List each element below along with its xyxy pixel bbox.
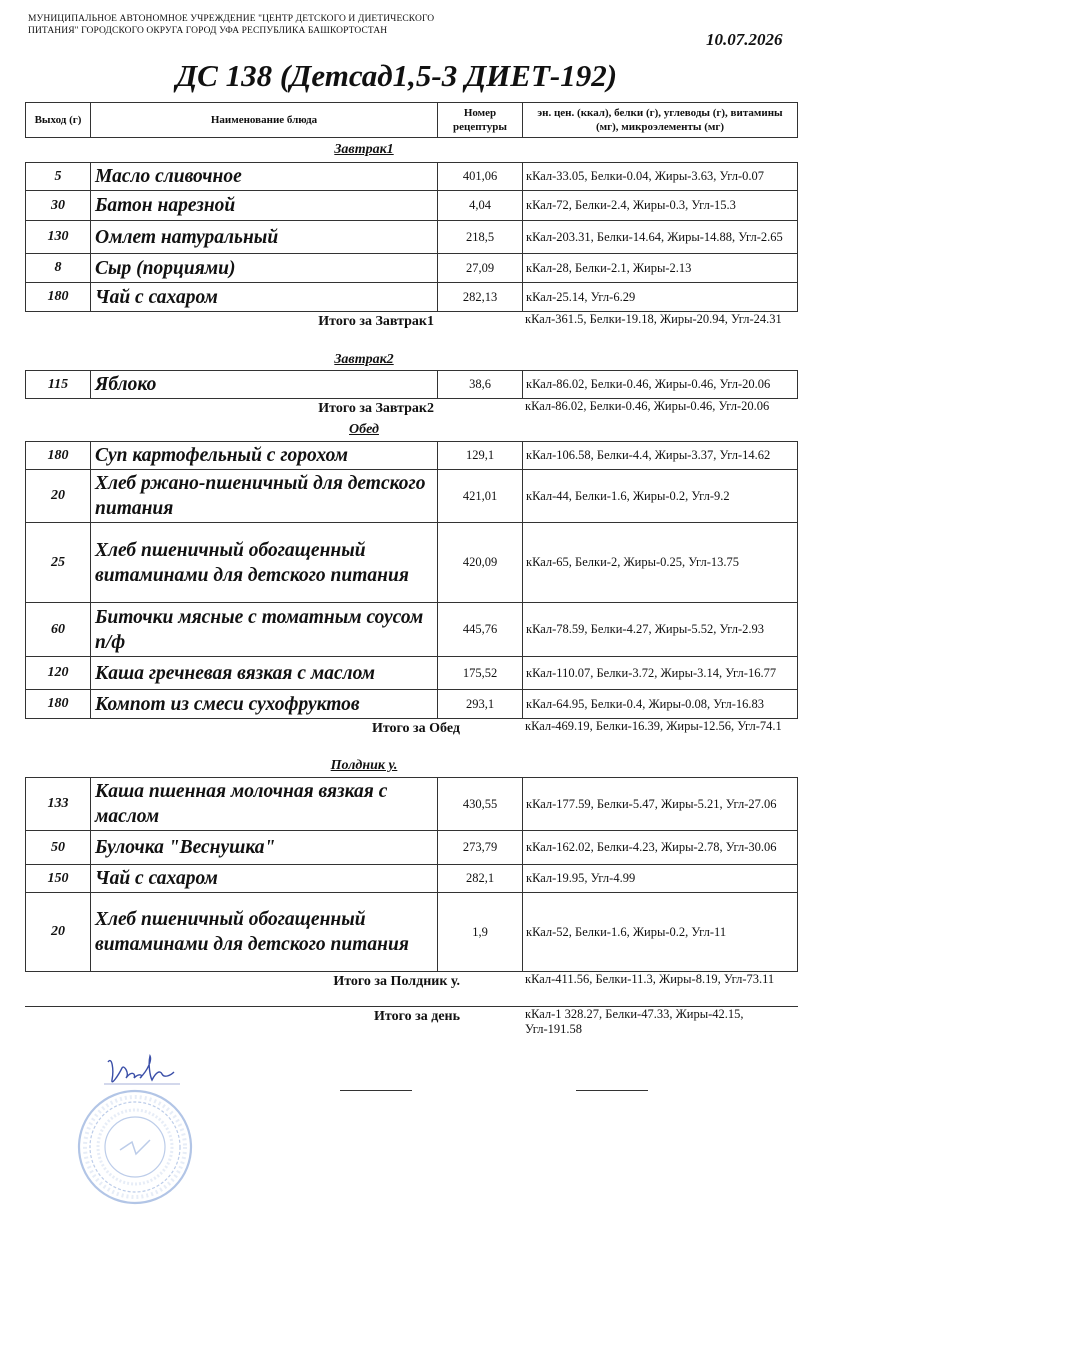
signature-line (576, 1090, 648, 1091)
table-row (25, 603, 798, 657)
recipe-number: 293,1 (438, 690, 523, 718)
table-row (25, 865, 798, 893)
output-cell: 115 (26, 371, 91, 398)
official-stamp (76, 1088, 194, 1206)
recipe-number: 420,09 (438, 523, 523, 602)
header-nutrition: эн. цен. (ккал), белки (г), углеводы (г), витамины (мг), микроэлементы (мг) (537, 107, 783, 133)
nutrition-cell: кКал-78.59, Белки-4.27, Жиры-5.52, Угл-2.93 (526, 622, 765, 636)
table-row (25, 254, 798, 283)
day-total (25, 1006, 798, 1043)
nutrition-cell: кКал-44, Белки-1.6, Жиры-0.2, Угл-9.2 (526, 488, 730, 503)
output-cell: 150 (26, 865, 91, 892)
section-total-value: кКал-86.02, Белки-0.46, Жиры-0.46, Угл-20.06 (525, 399, 770, 413)
recipe-number: 218,5 (438, 221, 523, 253)
recipe-number: 445,76 (438, 603, 523, 656)
output-cell: 5 (26, 163, 91, 190)
dish-name: Каша пшенная молочная вязкая с маслом (91, 778, 438, 830)
section-total-label: Итого за Полдник у. (333, 974, 460, 989)
table-row (25, 162, 798, 191)
section-total (25, 399, 798, 419)
output-cell: 180 (26, 442, 91, 469)
header-output: Выход (г) (26, 103, 91, 137)
day-total-label: Итого за день (374, 1009, 460, 1024)
table-row (25, 657, 798, 690)
table-row (25, 777, 798, 831)
dish-name: Компот из смеси сухофруктов (91, 690, 438, 718)
nutrition-cell: кКал-203.31, Белки-14.64, Жиры-14.88, Угл-2.65 (526, 229, 783, 244)
output-cell: 30 (26, 191, 91, 220)
nutrition-cell: кКал-177.59, Белки-5.47, Жиры-5.21, Угл-27.06 (526, 796, 777, 811)
section-total (25, 719, 798, 755)
output-cell: 60 (26, 603, 91, 656)
dish-name: Сыр (порциями) (91, 254, 438, 282)
header-recipe: Номер рецептуры (438, 103, 523, 137)
dish-name: Чай с сахаром (91, 865, 438, 892)
output-cell: 20 (26, 893, 91, 971)
nutrition-cell: кКал-65, Белки-2, Жиры-0.25, Угл-13.75 (526, 555, 740, 569)
dish-name: Чай с сахаром (91, 283, 438, 311)
table-row (25, 283, 798, 312)
section-title: Завтрак2 (334, 352, 394, 367)
signature-line (340, 1090, 412, 1091)
table-header (25, 102, 798, 138)
output-cell: 180 (26, 283, 91, 311)
table-row (25, 893, 798, 972)
organization-name: МУНИЦИПАЛЬНОЕ АВТОНОМНОЕ УЧРЕЖДЕНИЕ "ЦЕНТР ДЕТСКОГО И ДИЕТИЧЕСКОГО ПИТАНИЯ" ГОРОДСКОГО ОКРУГА ГОРОД УФА РЕСПУБЛИКА БАШКОРТОСТАН (28, 14, 435, 36)
dish-name: Яблоко (91, 371, 438, 398)
nutrition-cell: кКал-162.02, Белки-4.23, Жиры-2.78, Угл-30.06 (526, 840, 777, 854)
nutrition-cell: кКал-33.05, Белки-0.04, Жиры-3.63, Угл-0.07 (526, 169, 765, 183)
nutrition-cell: кКал-86.02, Белки-0.46, Жиры-0.46, Угл-20.06 (526, 377, 771, 391)
day-total-value: кКал-1 328.27, Белки-47.33, Жиры-42.15, Угл-191.58 (525, 1007, 744, 1036)
section-total (25, 312, 798, 350)
dish-name: Хлеб пшеничный обогащенный витаминами для детского питания (91, 893, 438, 971)
output-cell: 8 (26, 254, 91, 282)
page-title: ДС 138 (Детсад1,5-3 ДИЕТ-192) (176, 58, 618, 93)
nutrition-cell: кКал-25.14, Угл-6.29 (526, 289, 636, 304)
header-name: Наименование блюда (91, 103, 438, 137)
section-total-label: Итого за Завтрак1 (318, 314, 434, 329)
dish-name: Биточки мясные с томатным соусом п/ф (91, 603, 438, 656)
section-total-label: Итого за Обед (371, 721, 460, 736)
section-total-value: кКал-469.19, Белки-16.39, Жиры-12.56, Угл-74.1 (525, 719, 782, 733)
nutrition-cell: кКал-64.95, Белки-0.4, Жиры-0.08, Угл-16.83 (526, 696, 765, 711)
output-cell: 25 (26, 523, 91, 602)
output-cell: 130 (26, 221, 91, 253)
recipe-number: 273,79 (438, 831, 523, 864)
nutrition-cell: кКал-28, Белки-2.1, Жиры-2.13 (526, 260, 692, 275)
nutrition-cell: кКал-19.95, Угл-4.99 (526, 871, 636, 885)
table-row (25, 523, 798, 603)
recipe-number: 401,06 (438, 163, 523, 190)
section-total-label: Итого за Завтрак2 (318, 401, 434, 416)
section-title: Полдник у. (330, 758, 398, 773)
output-cell: 180 (26, 690, 91, 718)
output-cell: 120 (26, 657, 91, 689)
table-row (25, 831, 798, 865)
section-title: Обед (349, 422, 379, 437)
dish-name: Хлеб ржано-пшеничный для детского питания (91, 470, 438, 522)
recipe-number: 38,6 (438, 371, 523, 398)
table-row (25, 690, 798, 719)
table-row (25, 191, 798, 221)
recipe-number: 27,09 (438, 254, 523, 282)
recipe-number: 1,9 (438, 893, 523, 971)
nutrition-cell: кКал-110.07, Белки-3.72, Жиры-3.14, Угл-16.77 (526, 665, 777, 680)
nutrition-cell: кКал-72, Белки-2.4, Жиры-0.3, Угл-15.3 (526, 198, 736, 212)
table-row (25, 370, 798, 399)
section-total-value: кКал-411.56, Белки-11.3, Жиры-8.19, Угл-73.11 (525, 972, 775, 986)
nutrition-cell: кКал-106.58, Белки-4.4, Жиры-3.37, Угл-14.62 (526, 448, 771, 462)
table-row (25, 470, 798, 523)
dish-name: Хлеб пшеничный обогащенный витаминами для детского питания (91, 523, 438, 602)
dish-name: Булочка "Веснушка" (91, 831, 438, 864)
output-cell: 50 (26, 831, 91, 864)
recipe-number: 282,13 (438, 283, 523, 311)
menu-table (25, 102, 798, 1043)
dish-name: Батон нарезной (91, 191, 438, 220)
recipe-number: 421,01 (438, 470, 523, 522)
nutrition-cell: кКал-52, Белки-1.6, Жиры-0.2, Угл-11 (526, 924, 727, 939)
output-cell: 20 (26, 470, 91, 522)
dish-name: Суп картофельный с горохом (91, 442, 438, 469)
recipe-number: 175,52 (438, 657, 523, 689)
dish-name: Каша гречневая вязкая с маслом (91, 657, 438, 689)
section-total-value: кКал-361.5, Белки-19.18, Жиры-20.94, Угл-24.31 (525, 312, 782, 326)
section-title: Завтрак1 (334, 142, 394, 157)
table-row (25, 441, 798, 470)
output-cell: 133 (26, 778, 91, 830)
dish-name: Масло сливочное (91, 163, 438, 190)
recipe-number: 430,55 (438, 778, 523, 830)
recipe-number: 282,1 (438, 865, 523, 892)
section-total (25, 972, 798, 1004)
recipe-number: 129,1 (438, 442, 523, 469)
table-row (25, 221, 798, 254)
document-date: 10.07.2026 (706, 30, 783, 49)
dish-name: Омлет натуральный (91, 221, 438, 253)
recipe-number: 4,04 (438, 191, 523, 220)
